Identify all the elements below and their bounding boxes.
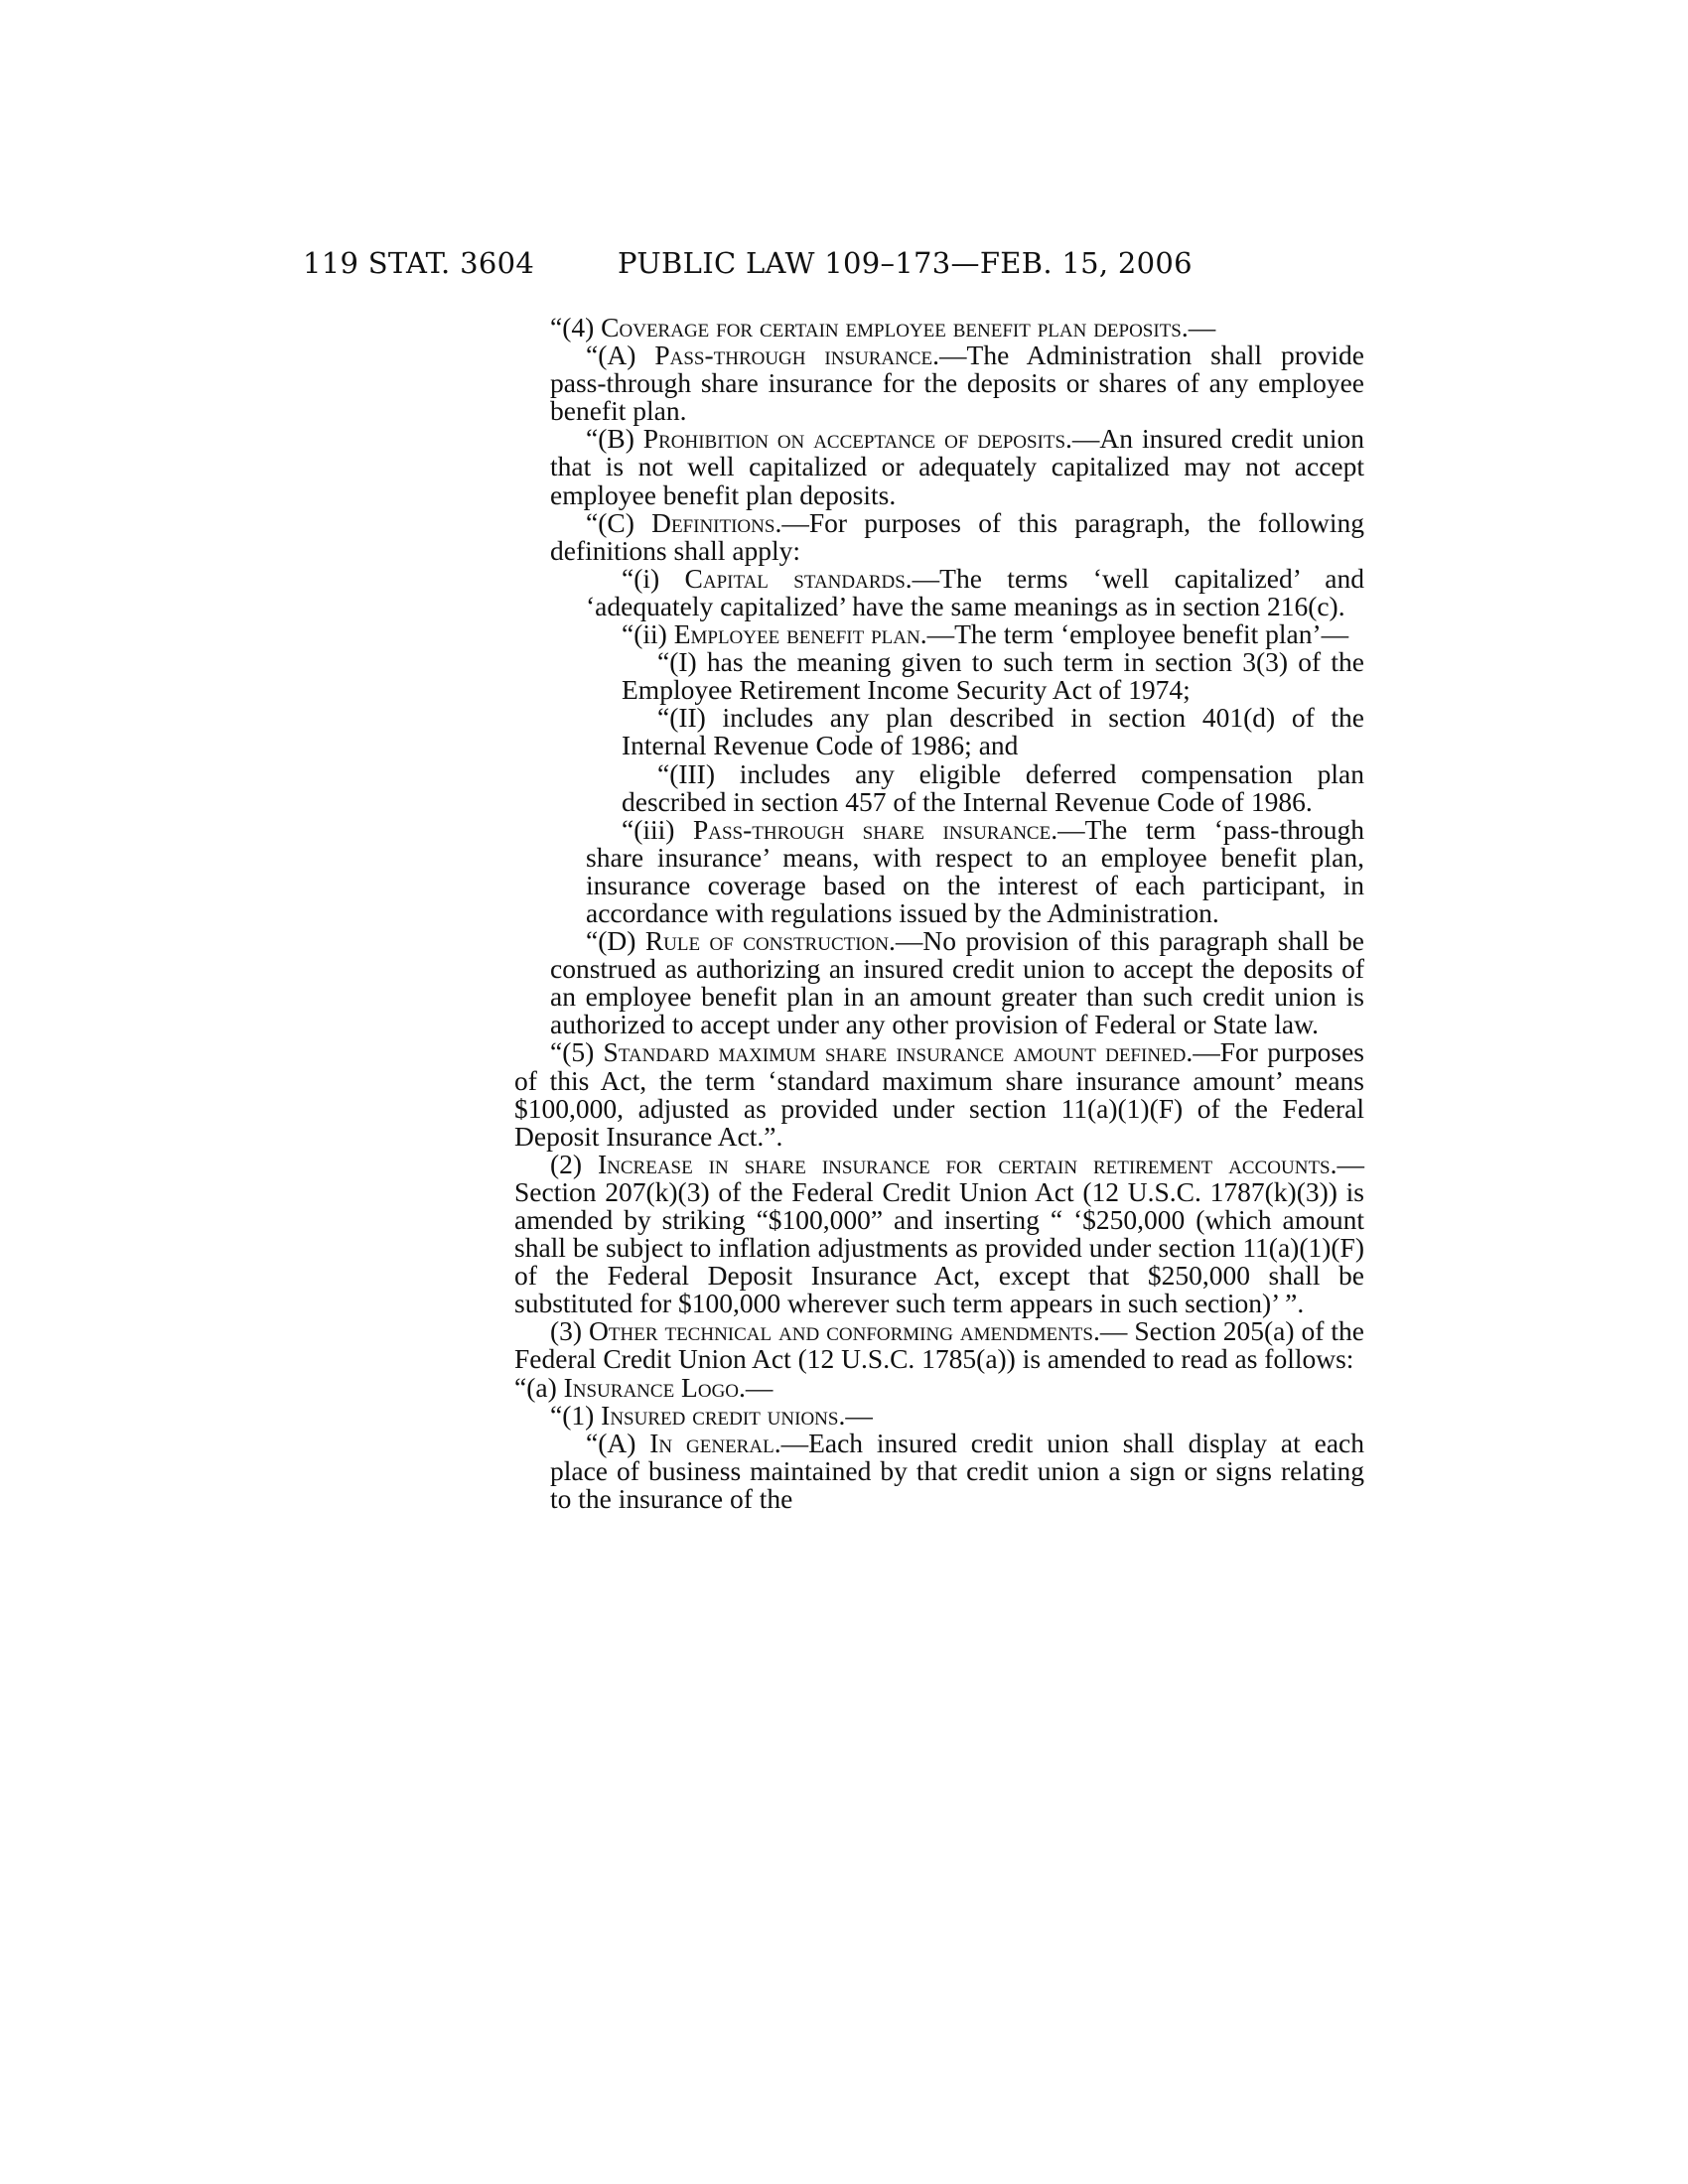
subclause-II: “(II) includes any plan described in section 401(d) of the Internal Revenue Code of 1986; and: [622, 702, 1364, 761]
subparagraph-a-pass-through: “(A) Pass-through insurance.—The Administration shall provide pass-through share insurance for the deposits or shares of any employee benefit plan.: [550, 340, 1364, 427]
subsection-a-insurance-logo: “(a) Insurance Logo.—: [514, 1371, 774, 1403]
paragraph-2-increase: (2) Increase in share insurance for certain retirement accounts.—Section 207(k)(3) of the Federal Credit Union Act (12 U.S.C. 1787(k)(3)) is amended by striking “$100,000” and inserting “ ‘$250,000 (which amount shall be subject to inflation adjustments as provided under section 11(a)(1)(F) of the Federal Deposit Insurance Act, except that $250,000 shall be substituted for $100,000 wherever such term appears in such section)’ ”.: [514, 1148, 1364, 1319]
paragraph-4-coverage: “(4) Coverage for certain employee benefit plan deposits.—: [550, 312, 1216, 342]
statute-text: [514, 314, 1364, 1513]
subclause-I: “(I) has the meaning given to such term in section 3(3) of the Employee Retirement Income Security Act of 1974;: [622, 646, 1364, 706]
subclause-III: “(III) includes any eligible deferred compensation plan described in section 457 of the Internal Revenue Code of 1986.: [622, 757, 1364, 817]
subparagraph-d-rule-of-construction: “(D) Rule of construction.—No provision of this paragraph shall be construed as authorizing an insured credit union to accept the deposits of an employee benefit plan in an amount greater than such credit union is authorized to accept under any other provision of Federal or State law.: [550, 925, 1365, 1040]
clause-iii-pass-through-share-insurance: “(iii) Pass-through share insurance.—The term ‘pass-through share insurance’ means, with respect to an employee benefit plan, insurance coverage based on the interest of each participant, in accordance with regulations issued by the Administration.: [586, 813, 1364, 928]
stat-citation: 119 STAT. 3604: [303, 246, 535, 280]
subparagraph-a-in-general: “(A) In general.—Each insured credit union shall display at each place of business maintained by that credit union a sign or signs relating to the insurance of the: [550, 1427, 1364, 1514]
subparagraph-c-definitions: “(C) Definitions.—For purposes of this paragraph, the following definitions shall apply:: [550, 506, 1364, 566]
clause-ii-employee-benefit-plan: “(ii) Employee benefit plan.—The term ‘employee benefit plan’—: [622, 618, 1349, 650]
paragraph-1-insured-credit-unions: “(1) Insured credit unions.—: [550, 1399, 873, 1431]
page-header: [0, 246, 1688, 286]
subparagraph-b-prohibition: “(B) Prohibition on acceptance of deposits.—An insured credit union that is not well capitalized or adequately capitalized may not accept employee benefit plan deposits.: [550, 423, 1364, 510]
law-title: PUBLIC LAW 109–173—FEB. 15, 2006: [618, 246, 1193, 280]
clause-i-capital-standards: “(i) Capital standards.—The terms ‘well capitalized’ and ‘adequately capitalized’ have the same meanings as in section 216(c).: [586, 562, 1364, 621]
paragraph-5-standard-maximum: “(5) Standard maximum share insurance amount defined.—For purposes of this Act, the term ‘standard maximum share insurance amount’ means $100,000, adjusted as provided under section 11(a)(1)(F) of the Federal Deposit Insurance Act.”.: [514, 1036, 1364, 1152]
paragraph-3-technical-amendments: (3) Other technical and conforming amendments.— Section 205(a) of the Federal Credit Union Act (12 U.S.C. 1785(a)) is amended to read as follows:: [514, 1315, 1364, 1375]
